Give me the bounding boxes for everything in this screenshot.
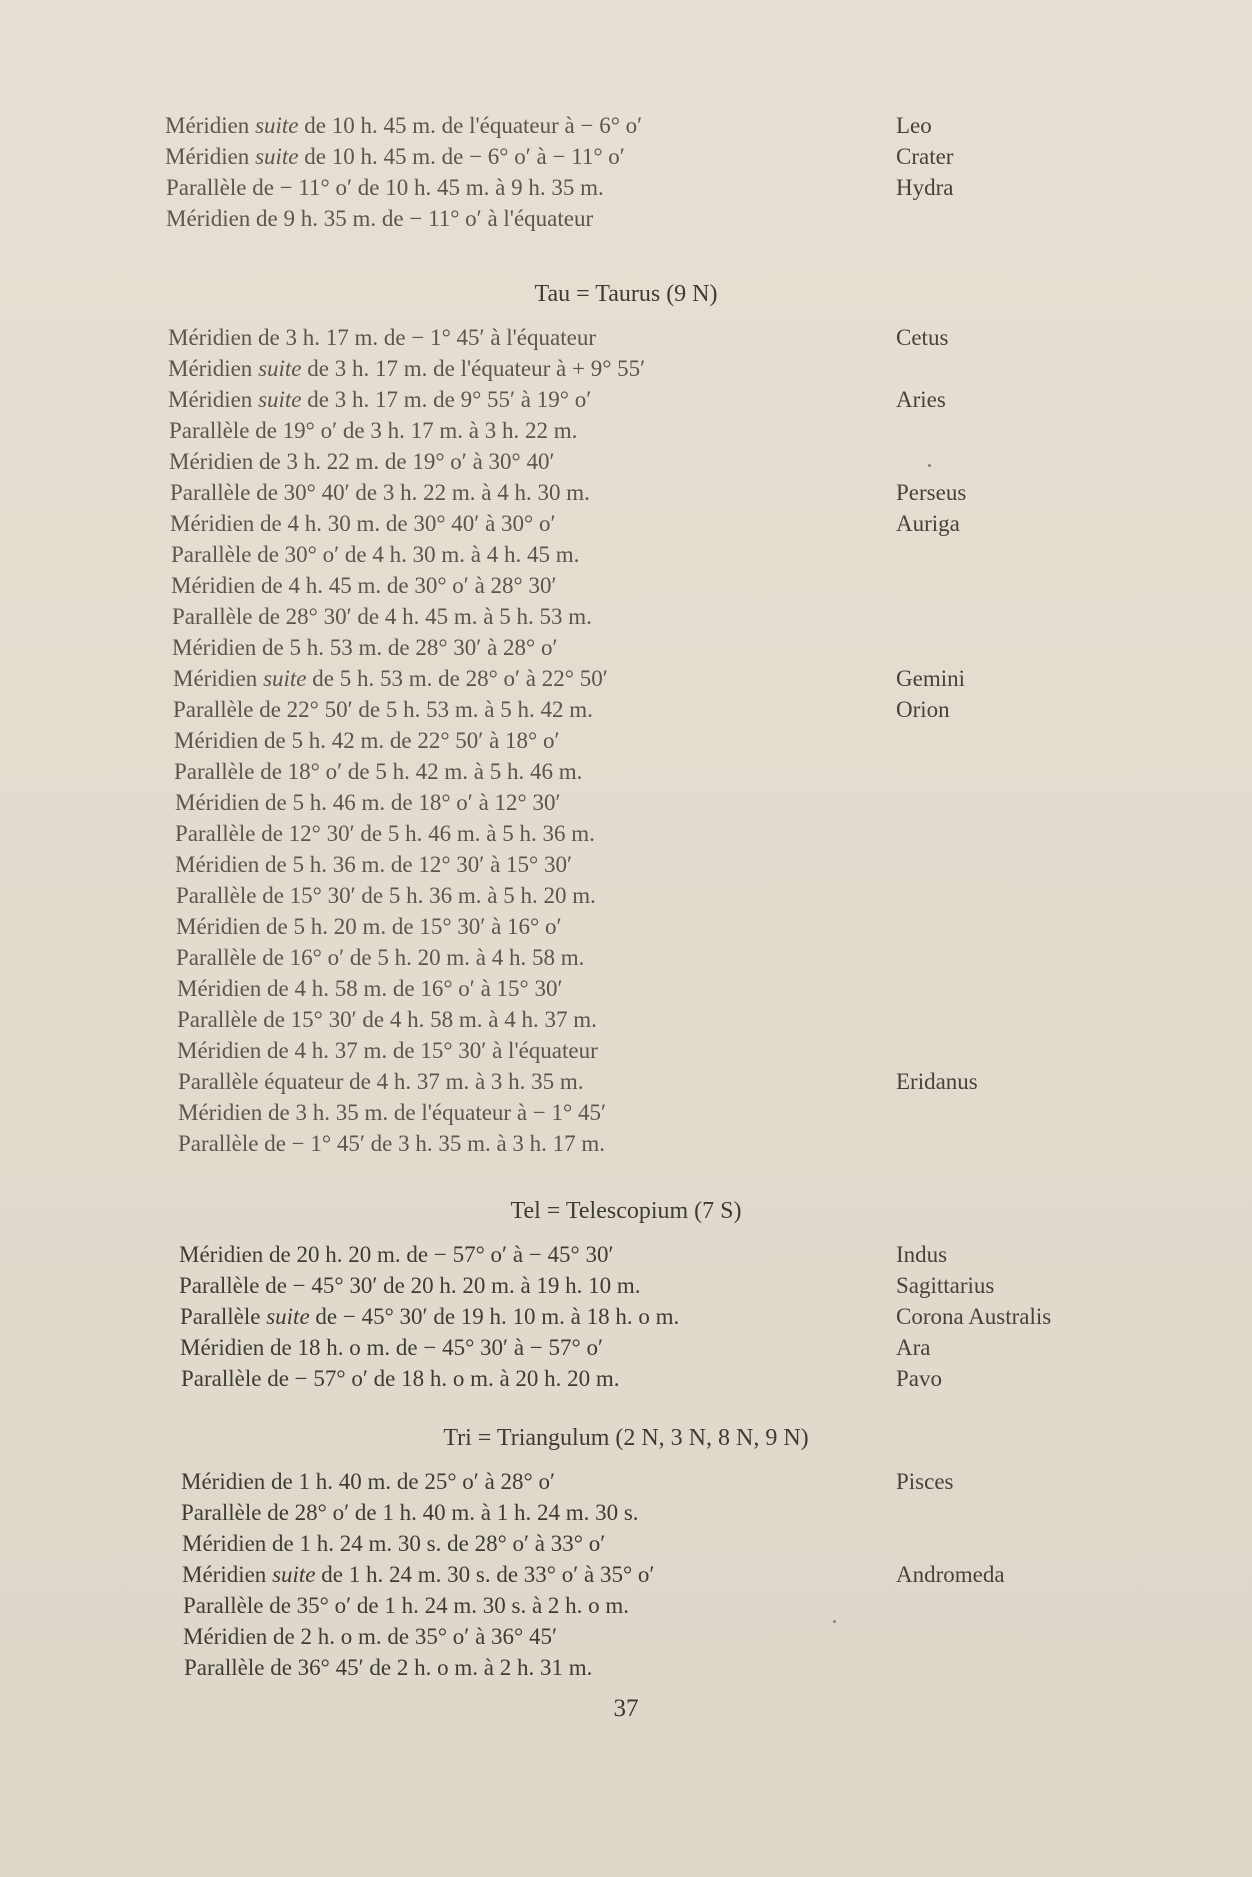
adjacent-constellation: Indus [896, 1242, 948, 1267]
adjacent-constellation: Corona Australis [896, 1304, 1052, 1329]
boundary-row [0, 1528, 1252, 1559]
boundary-row [0, 911, 1252, 942]
boundary-description: Parallèle de 15° 30′ de 5 h. 36 m. à 5 h. 20 m. [176, 883, 596, 908]
boundary-description: Méridien de 9 h. 35 m. de − 11° o′ à l'équateur [166, 206, 594, 231]
boundary-row [0, 694, 1252, 725]
boundary-row [0, 1004, 1252, 1035]
suite-italic: suite [258, 387, 302, 412]
boundary-description: Méridien de 4 h. 45 m. de 30° o′ à 28° 30′ [171, 573, 557, 598]
boundary-row [0, 756, 1252, 787]
boundary-description: Parallèle de 18° o′ de 5 h. 42 m. à 5 h. 46 m. [174, 759, 583, 784]
boundary-description: Parallèle de 30° 40′ de 3 h. 22 m. à 4 h. 30 m. [170, 480, 590, 505]
adjacent-constellation: Leo [896, 113, 932, 138]
boundary-description: Méridien de 3 h. 35 m. de l'équateur à − 1° 45′ [178, 1100, 606, 1125]
boundary-row [0, 1621, 1252, 1652]
adjacent-constellation: Pavo [896, 1366, 942, 1391]
boundary-description: Parallèle suite de − 45° 30′ de 19 h. 10 m. à 18 h. o m. [180, 1304, 680, 1329]
adjacent-constellation: Sagittarius [896, 1273, 995, 1298]
section-title-telescopium: Tel = Telescopium (7 S) [510, 1198, 742, 1224]
section-title-triangulum: Tri = Triangulum (2 N, 3 N, 8 N, 9 N) [443, 1425, 809, 1451]
boundary-description: Méridien de 5 h. 46 m. de 18° o′ à 12° 30′ [175, 790, 561, 815]
boundary-description: Méridien de 5 h. 20 m. de 15° 30′ à 16° o′ [176, 914, 562, 939]
boundary-row [0, 818, 1252, 849]
boundary-description: Méridien de 4 h. 37 m. de 15° 30′ à l'équateur [177, 1038, 598, 1063]
boundary-description: Méridien suite de 3 h. 17 m. de 9° 55′ à 19° o′ [168, 387, 592, 412]
boundary-description: Méridien de 2 h. o m. de 35° o′ à 36° 45′ [183, 1624, 558, 1649]
boundary-description: Parallèle de 19° o′ de 3 h. 17 m. à 3 h. 22 m. [169, 418, 578, 443]
adjacent-constellation: Pisces [896, 1469, 954, 1494]
boundary-row [0, 942, 1252, 973]
boundary-row [0, 477, 1252, 508]
boundary-row [0, 1301, 1252, 1332]
boundary-description: Méridien de 3 h. 17 m. de − 1° 45′ à l'équateur [168, 325, 596, 350]
boundary-row [0, 725, 1252, 756]
suite-italic: suite [258, 356, 302, 381]
boundary-row [0, 203, 1252, 234]
boundary-row [0, 1270, 1252, 1301]
boundary-description: Parallèle de 30° o′ de 4 h. 30 m. à 4 h. 45 m. [171, 542, 580, 567]
boundary-description: Parallèle équateur de 4 h. 37 m. à 3 h. 35 m. [178, 1069, 584, 1094]
adjacent-constellation: Crater [896, 144, 954, 169]
continuation-block [0, 110, 1252, 234]
boundary-description: Méridien de 5 h. 36 m. de 12° 30′ à 15° 30′ [175, 852, 573, 877]
boundary-row [0, 172, 1252, 203]
boundary-row [0, 1097, 1252, 1128]
boundary-description: Méridien de 5 h. 42 m. de 22° 50′ à 18° o′ [174, 728, 560, 753]
triangulum-block [0, 1466, 1252, 1683]
boundary-row [0, 539, 1252, 570]
boundary-row [0, 1466, 1252, 1497]
boundary-row [0, 973, 1252, 1004]
page-number: 37 [613, 1695, 639, 1722]
boundary-row [0, 1363, 1252, 1394]
boundary-row [0, 141, 1252, 172]
section-title-taurus: Tau = Taurus (9 N) [534, 281, 718, 307]
boundary-row [0, 1066, 1252, 1097]
paper-speck [833, 1620, 836, 1623]
boundary-description: Méridien de 5 h. 53 m. de 28° 30′ à 28° o′ [172, 635, 558, 660]
suite-italic: suite [263, 666, 307, 691]
boundary-description: Méridien de 4 h. 58 m. de 16° o′ à 15° 30′ [177, 976, 563, 1001]
boundary-row [0, 1035, 1252, 1066]
boundary-row [0, 415, 1252, 446]
boundary-row [0, 632, 1252, 663]
boundary-description: Méridien suite de 5 h. 53 m. de 28° o′ à 22° 50′ [173, 666, 608, 691]
boundary-row [0, 1590, 1252, 1621]
boundary-description: Parallèle de 28° o′ de 1 h. 40 m. à 1 h. 24 m. 30 s. [181, 1500, 639, 1525]
boundary-row [0, 1497, 1252, 1528]
boundary-row [0, 1239, 1252, 1270]
suite-italic: suite [266, 1304, 310, 1329]
boundary-description: Méridien de 1 h. 40 m. de 25° o′ à 28° o′ [181, 1469, 556, 1494]
boundary-row [0, 1652, 1252, 1683]
adjacent-constellation: Auriga [896, 511, 960, 536]
paper-speck [928, 464, 931, 467]
boundary-description: Parallèle de 35° o′ de 1 h. 24 m. 30 s. à 2 h. o m. [183, 1593, 630, 1618]
boundary-row [0, 110, 1252, 141]
adjacent-constellation: Eridanus [896, 1069, 978, 1094]
boundary-description: Méridien de 4 h. 30 m. de 30° 40′ à 30° o′ [170, 511, 556, 536]
boundary-description: Méridien de 1 h. 24 m. 30 s. de 28° o′ à 33° o′ [182, 1531, 606, 1556]
boundary-description: Méridien suite de 10 h. 45 m. de l'équateur à − 6° o′ [165, 113, 643, 138]
boundary-description: Méridien suite de 3 h. 17 m. de l'équateur à + 9° 55′ [168, 356, 646, 381]
boundary-description: Méridien suite de 1 h. 24 m. 30 s. de 33° o′ à 35° o′ [182, 1562, 655, 1587]
boundary-row [0, 353, 1252, 384]
adjacent-constellation: Ara [896, 1335, 931, 1360]
boundary-description: Parallèle de − 1° 45′ de 3 h. 35 m. à 3 h. 17 m. [178, 1131, 606, 1156]
boundary-description: Parallèle de 36° 45′ de 2 h. o m. à 2 h. 31 m. [184, 1655, 593, 1680]
adjacent-constellation: Andromeda [896, 1562, 1005, 1587]
boundary-row [0, 446, 1252, 477]
boundary-description: Méridien suite de 10 h. 45 m. de − 6° o′ à − 11° o′ [165, 144, 625, 169]
adjacent-constellation: Orion [896, 697, 950, 722]
boundary-row [0, 1332, 1252, 1363]
suite-italic: suite [255, 113, 299, 138]
boundary-row [0, 384, 1252, 415]
adjacent-constellation: Perseus [896, 480, 967, 505]
taurus-block [0, 322, 1252, 1159]
boundary-description: Méridien de 3 h. 22 m. de 19° o′ à 30° 40′ [169, 449, 555, 474]
boundary-description: Parallèle de 15° 30′ de 4 h. 58 m. à 4 h. 37 m. [177, 1007, 597, 1032]
suite-italic: suite [272, 1562, 316, 1587]
boundary-description: Parallèle de 12° 30′ de 5 h. 46 m. à 5 h. 36 m. [175, 821, 595, 846]
boundary-description: Parallèle de 16° o′ de 5 h. 20 m. à 4 h. 58 m. [176, 945, 585, 970]
boundary-description: Parallèle de 22° 50′ de 5 h. 53 m. à 5 h. 42 m. [173, 697, 593, 722]
boundary-row [0, 601, 1252, 632]
boundary-row [0, 322, 1252, 353]
adjacent-constellation: Aries [896, 387, 946, 412]
boundary-description: Parallèle de 28° 30′ de 4 h. 45 m. à 5 h. 53 m. [172, 604, 592, 629]
boundary-row [0, 849, 1252, 880]
boundary-description: Méridien de 18 h. o m. de − 45° 30′ à − 57° o′ [180, 1335, 603, 1360]
adjacent-constellation: Gemini [896, 666, 965, 691]
telescopium-block [0, 1239, 1252, 1394]
boundary-description: Méridien de 20 h. 20 m. de − 57° o′ à − 45° 30′ [179, 1242, 614, 1267]
adjacent-constellation: Cetus [896, 325, 949, 350]
boundary-row [0, 880, 1252, 911]
boundary-description: Parallèle de − 45° 30′ de 20 h. 20 m. à 19 h. 10 m. [179, 1273, 641, 1298]
boundary-description: Parallèle de − 57° o′ de 18 h. o m. à 20 h. 20 m. [181, 1366, 620, 1391]
boundary-row [0, 1559, 1252, 1590]
boundary-row [0, 1128, 1252, 1159]
boundary-row [0, 663, 1252, 694]
suite-italic: suite [255, 144, 299, 169]
boundary-row [0, 570, 1252, 601]
adjacent-constellation: Hydra [896, 175, 954, 200]
boundary-description: Parallèle de − 11° o′ de 10 h. 45 m. à 9 h. 35 m. [166, 175, 604, 200]
boundary-row [0, 508, 1252, 539]
boundary-row [0, 787, 1252, 818]
